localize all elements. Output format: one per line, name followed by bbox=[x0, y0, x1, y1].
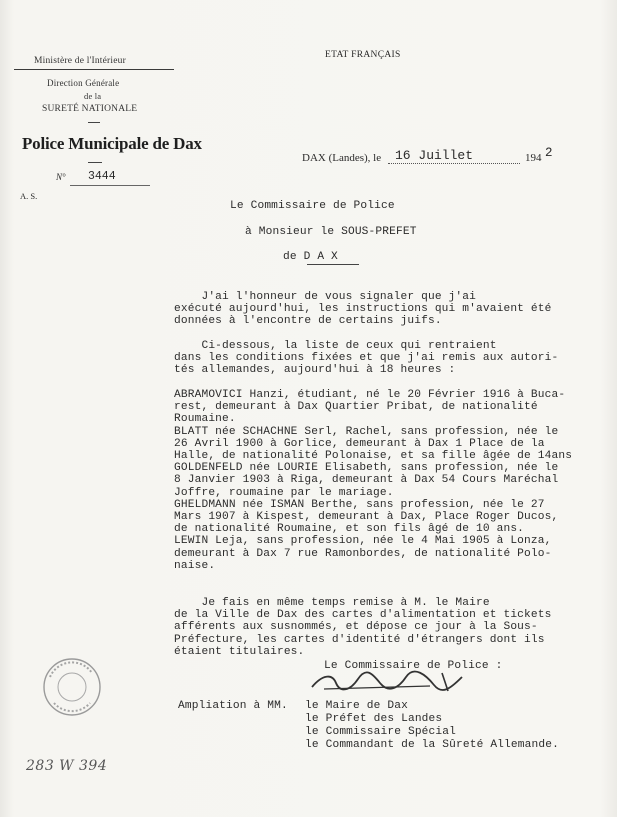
person-list: ABRAMOVICI Hanzi, étudiant, né le 20 Février 1916 à Buca- rest, demeurant à Dax Quartier Pribat, de nationalité Roumaine. BLATT née SCHACHNE Serl, Rachel, sans profession, née le 26 Avril 1900 à Gorlice, demeurant à Dax 1 Place de la Halle, de nationalité Polonaise, et sa fille âgée de 14ans GOLDENFELD née LOURIE Elisabeth, sans profession, née le 8 Janvier 1903 à Riga, demeurant à Dax 54 Cours Maréchal Joffre, roumaine par le mariage. GHELDMANN née ISMAN Berthe, sans profession, née le 27 Mars 1907 à Kispest, demeurant à Dax, Place Roger Ducos, de nationalité Roumaine, et son fils âgé de 10 ans. LEWIN Leja, sans profession, née le 4 Mai 1905 à Lonza, demeurant à Dax 7 rue Ramonbordes, de nationalité Polo- naise. bbox=[174, 389, 573, 572]
etat-francais: ETAT FRANÇAIS bbox=[325, 50, 401, 60]
paragraph-remise: Je fais en même temps remise à M. le Maire de la Ville de Dax des cartes d'alimentation et tickets afférents aux susnommés, et dépose ce jour à la Sous- Préfecture, les cartes d'identité d'étrangers dont ils étaient titulaires. bbox=[174, 597, 552, 658]
date-underline bbox=[388, 163, 520, 165]
archive-stamp bbox=[40, 655, 104, 719]
paragraph-intro: J'ai l'honneur de vous signaler que j'ai exécuté aujourd'hui, les instructions qui m'avaient été données à l'encontre de certains juifs. bbox=[174, 291, 552, 328]
number-label: N° bbox=[56, 172, 66, 182]
ampliation-recipient: le Maire de Dax bbox=[305, 700, 408, 712]
direction-line-2: de la bbox=[84, 91, 102, 101]
number-value: 3444 bbox=[88, 170, 116, 183]
ampliation-recipient: le Préfet des Landes bbox=[305, 713, 443, 725]
of-line: de D A X bbox=[283, 251, 338, 263]
signature-title: Le Commissaire de Police : bbox=[324, 660, 503, 672]
year-suffix: 2 bbox=[545, 146, 553, 160]
dax-underline bbox=[307, 264, 359, 265]
date-value: 16 Juillet bbox=[395, 148, 474, 163]
ministry-underline bbox=[14, 69, 174, 70]
direction-line-3: SURETÉ NATIONALE bbox=[42, 104, 138, 114]
archive-reference: 283 W 394 bbox=[26, 758, 108, 774]
handwritten-signature bbox=[310, 669, 470, 695]
paragraph-list-intro: Ci-dessous, la liste de ceux qui rentraient dans les conditions fixées et que j'ai remis aux autori- tés allemandes, aujourd'hui à 18 heures : bbox=[174, 340, 559, 377]
ampliation-recipient: le Commandant de la Sûreté Allemande. bbox=[305, 739, 559, 751]
ministry-line: Ministère de l'Intérieur bbox=[34, 56, 126, 66]
police-municipale-title: Police Municipale de Dax bbox=[22, 134, 202, 153]
ampliation-recipient: le Commissaire Spécial bbox=[305, 726, 456, 738]
initials: A. S. bbox=[20, 191, 38, 201]
number-underline bbox=[70, 185, 150, 186]
place-label: DAX (Landes), le bbox=[302, 152, 382, 164]
direction-line-1: Direction Générale bbox=[47, 78, 120, 88]
year-prefix: 194 bbox=[525, 152, 542, 164]
from-line: Le Commissaire de Police bbox=[230, 200, 395, 212]
direction-dash bbox=[88, 122, 100, 123]
to-line: à Monsieur le SOUS-PREFET bbox=[245, 226, 417, 238]
police-dash bbox=[88, 162, 102, 163]
ampliation-label: Ampliation à MM. bbox=[178, 700, 288, 712]
